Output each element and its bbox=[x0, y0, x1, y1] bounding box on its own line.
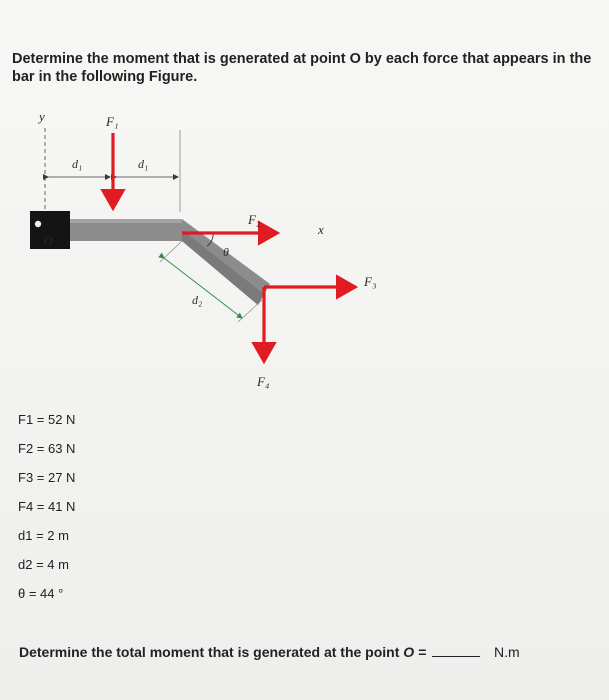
given-d1: d1 = 2 m bbox=[18, 528, 69, 543]
f1-label: F₁ bbox=[106, 114, 119, 129]
given-f2: F2 = 63 N bbox=[18, 441, 76, 456]
origin-label: O bbox=[44, 234, 53, 248]
d2-extension-end bbox=[238, 300, 262, 322]
given-theta: θ = 44 ° bbox=[18, 586, 64, 601]
x-axis-label: x bbox=[318, 222, 324, 237]
given-values bbox=[18, 405, 75, 608]
answer-blank[interactable] bbox=[432, 644, 480, 657]
d1-right-label: d₁ bbox=[138, 157, 149, 171]
final-unit: N.m bbox=[494, 644, 520, 660]
y-axis-label: y bbox=[39, 109, 45, 124]
d1-left-label: d₁ bbox=[72, 157, 83, 171]
f3-label: F₃ bbox=[364, 274, 377, 289]
horizontal-bar-highlight bbox=[70, 219, 182, 223]
d2-extension-start bbox=[160, 241, 182, 262]
f4-label: F₄ bbox=[257, 374, 270, 389]
d2-label: d₂ bbox=[192, 293, 203, 307]
final-question bbox=[19, 644, 604, 660]
given-f4: F4 = 41 N bbox=[18, 499, 76, 514]
f2-label: F₂ bbox=[248, 212, 261, 227]
point-o-pin bbox=[35, 221, 41, 227]
given-f1: F1 = 52 N bbox=[18, 412, 76, 427]
question-text: Determine the moment that is generated at point O by each force that appears in the bar in the following Figure. bbox=[12, 51, 592, 85]
final-point: O = bbox=[403, 644, 427, 660]
given-f3: F3 = 27 N bbox=[18, 470, 76, 485]
theta-label: θ bbox=[223, 245, 229, 259]
given-d2: d2 = 4 m bbox=[18, 557, 69, 572]
final-prompt: Determine the total moment that is generated at the point bbox=[19, 644, 400, 660]
